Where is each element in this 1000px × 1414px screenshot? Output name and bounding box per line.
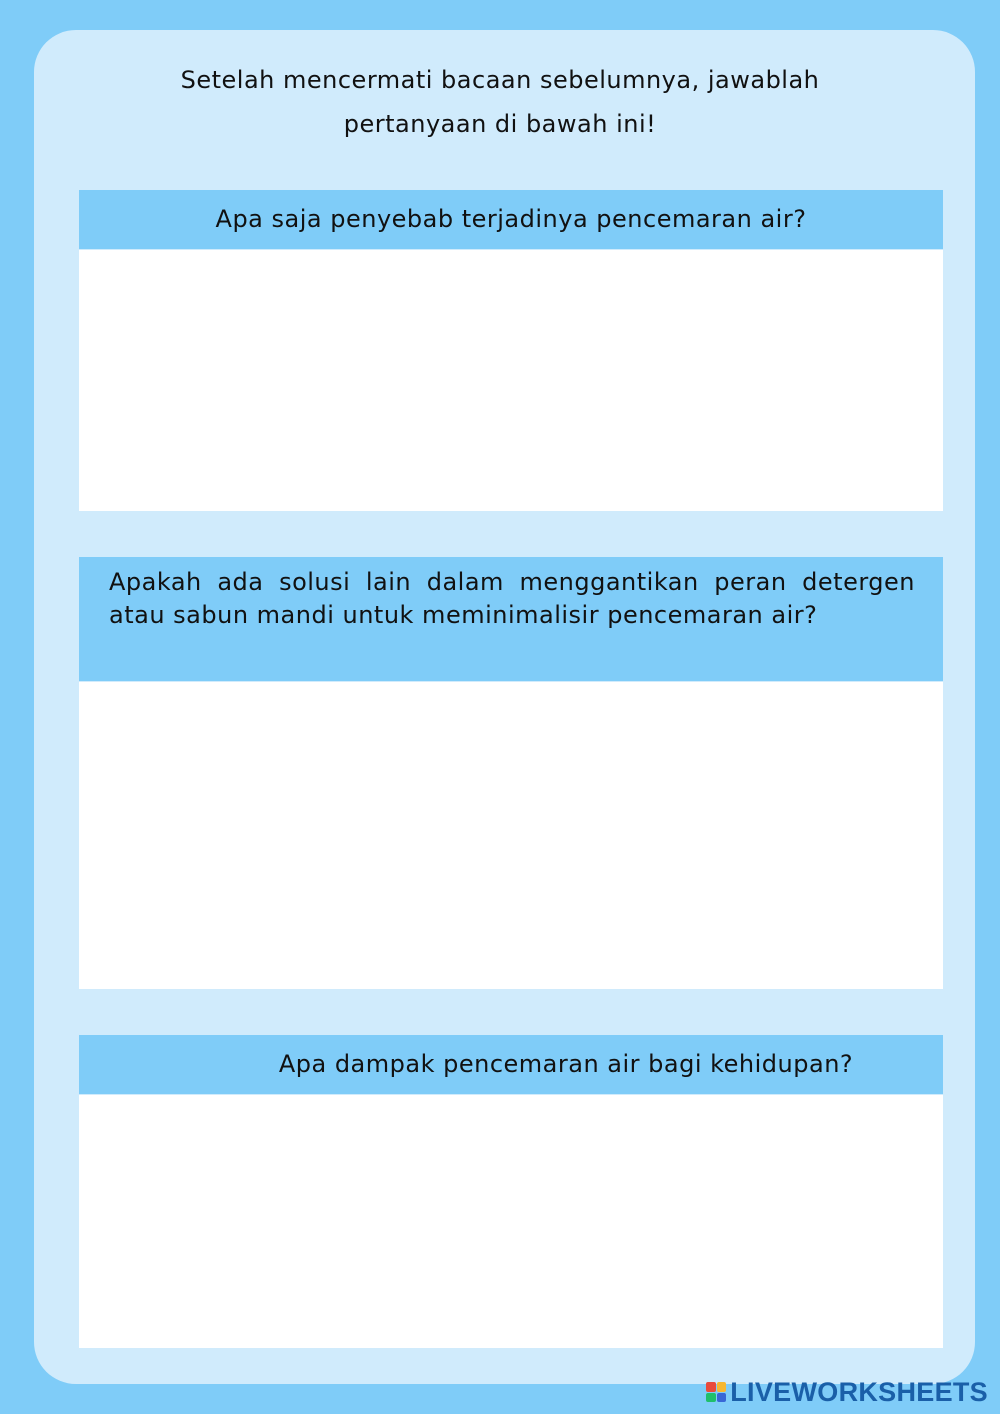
- question-2-label: Apakah ada solusi lain dalam menggantikan peran detergen atau sabun mandi untuk meminimalisir pencemaran air?: [79, 557, 943, 681]
- question-2-answer-field[interactable]: [79, 682, 943, 989]
- brand-name: LIVEWORKSHEETS: [730, 1376, 988, 1407]
- logo-square-red: [706, 1382, 716, 1392]
- instructions-line-2: pertanyaan di bawah ini!: [343, 110, 657, 138]
- liveworksheets-brand: [706, 1378, 988, 1406]
- logo-square-yellow: [717, 1382, 727, 1392]
- instructions-line-1: Setelah mencermati bacaan sebelumnya, jawablah: [180, 66, 820, 94]
- question-1-label: Apa saja penyebab terjadinya pencemaran air?: [79, 190, 943, 249]
- logo-square-blue: [717, 1393, 727, 1403]
- liveworksheets-logo-icon: [706, 1382, 726, 1402]
- question-3-label: Apa dampak pencemaran air bagi kehidupan?: [79, 1035, 943, 1094]
- instructions: [80, 58, 920, 146]
- logo-square-green: [706, 1393, 716, 1403]
- question-1-answer-field[interactable]: [79, 250, 943, 511]
- question-3-answer-field[interactable]: [79, 1095, 943, 1348]
